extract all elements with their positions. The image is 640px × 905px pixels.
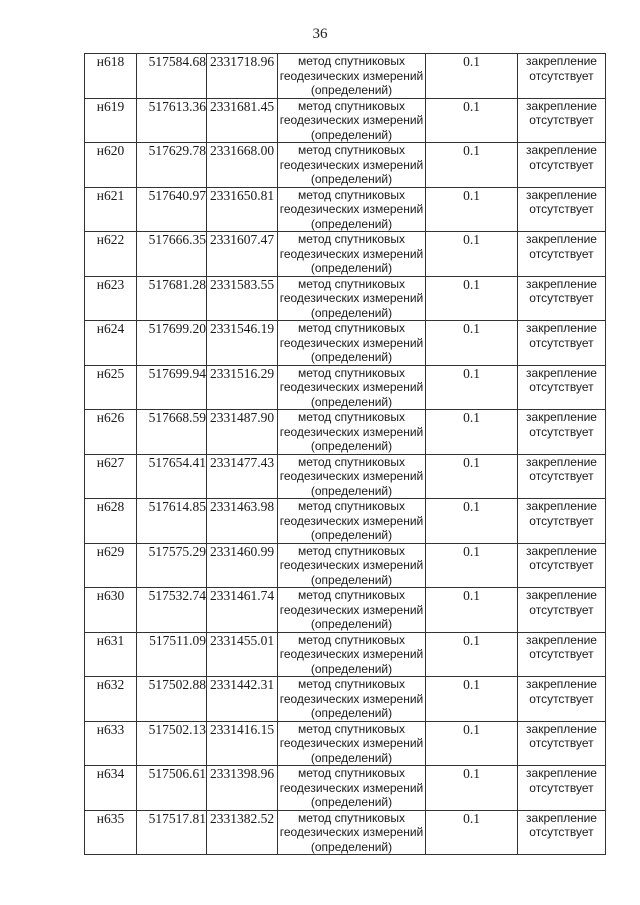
x-coordinate-cell: 517640.97 [137, 187, 207, 232]
method-cell [278, 499, 426, 544]
fixation-cell [518, 321, 606, 366]
accuracy-cell: 0.1 [426, 410, 518, 455]
method-line: геодезических измерений [279, 246, 424, 261]
fixation-cell [518, 410, 606, 455]
fixation-cell [518, 454, 606, 499]
fixation-cell [518, 232, 606, 277]
accuracy-cell: 0.1 [426, 365, 518, 410]
point-id-cell: н628 [85, 499, 137, 544]
table-row [85, 410, 606, 455]
method-line: метод спутниковых [297, 677, 405, 691]
fixation-cell [518, 143, 606, 188]
fixation-line: отсутствует [529, 647, 594, 661]
point-id-cell: н618 [85, 54, 137, 99]
method-line: метод спутниковых [297, 321, 405, 335]
table-row [85, 143, 606, 188]
y-coordinate-cell: 2331607.47 [207, 232, 278, 277]
table-row [85, 766, 606, 811]
method-line: (определений) [310, 305, 393, 320]
table-row [85, 365, 606, 410]
fixation-line: отсутствует [529, 558, 594, 572]
y-coordinate-cell: 2331416.15 [207, 721, 278, 766]
table-row [85, 588, 606, 633]
fixation-line: закрепление [526, 276, 597, 291]
point-id-cell: н629 [85, 543, 137, 588]
table-row [85, 810, 606, 855]
method-line: геодезических измерений [279, 424, 424, 439]
fixation-line: отсутствует [529, 291, 594, 305]
x-coordinate-cell: 517506.61 [137, 766, 207, 811]
y-coordinate-cell: 2331681.45 [207, 98, 278, 143]
table-row [85, 187, 606, 232]
point-id-cell: н632 [85, 677, 137, 722]
accuracy-cell: 0.1 [426, 454, 518, 499]
point-id-cell: н631 [85, 632, 137, 677]
method-line: (определений) [310, 350, 393, 364]
method-line: метод спутниковых [297, 276, 405, 291]
method-line: метод спутниковых [297, 499, 405, 513]
y-coordinate-cell: 2331487.90 [207, 410, 278, 455]
fixation-cell [518, 766, 606, 811]
method-cell [278, 143, 426, 188]
fixation-cell [518, 98, 606, 143]
x-coordinate-cell: 517532.74 [137, 588, 207, 633]
fixation-cell [518, 276, 606, 321]
x-coordinate-cell: 517681.28 [137, 276, 207, 321]
x-coordinate-cell: 517502.13 [137, 721, 207, 766]
method-cell [278, 276, 426, 321]
fixation-line: закрепление [526, 321, 597, 335]
fixation-cell [518, 543, 606, 588]
fixation-line: закрепление [526, 766, 597, 780]
method-line: геодезических измерений [279, 647, 424, 661]
method-line: геодезических измерений [279, 202, 424, 216]
fixation-line: отсутствует [529, 780, 594, 795]
method-line: метод спутниковых [297, 98, 405, 113]
point-id-cell: н624 [85, 321, 137, 366]
accuracy-cell: 0.1 [426, 98, 518, 143]
y-coordinate-cell: 2331382.52 [207, 810, 278, 855]
accuracy-cell: 0.1 [426, 54, 518, 99]
y-coordinate-cell: 2331668.00 [207, 143, 278, 188]
method-line: метод спутниковых [297, 143, 405, 157]
point-id-cell: н622 [85, 232, 137, 277]
accuracy-cell: 0.1 [426, 143, 518, 188]
method-line: (определений) [310, 261, 393, 275]
method-cell [278, 454, 426, 499]
method-cell [278, 810, 426, 855]
point-id-cell: н623 [85, 276, 137, 321]
y-coordinate-cell: 2331477.43 [207, 454, 278, 499]
table-row [85, 276, 606, 321]
x-coordinate-cell: 517654.41 [137, 454, 207, 499]
x-coordinate-cell: 517614.85 [137, 499, 207, 544]
accuracy-cell: 0.1 [426, 232, 518, 277]
fixation-line: отсутствует [529, 736, 594, 750]
table-body [85, 54, 606, 855]
fixation-line: отсутствует [529, 825, 594, 839]
x-coordinate-cell: 517666.35 [137, 232, 207, 277]
method-line: (определений) [310, 483, 393, 498]
method-line: геодезических измерений [279, 736, 424, 750]
y-coordinate-cell: 2331461.74 [207, 588, 278, 633]
method-line: (определений) [310, 661, 393, 676]
table-row [85, 499, 606, 544]
method-line: (определений) [310, 839, 393, 854]
method-line: геодезических измерений [279, 68, 424, 83]
method-line: (определений) [310, 528, 393, 542]
method-line: (определений) [310, 572, 393, 587]
x-coordinate-cell: 517584.68 [137, 54, 207, 99]
method-line: геодезических измерений [279, 469, 424, 483]
fixation-line: закрепление [526, 588, 597, 602]
table-row [85, 232, 606, 277]
point-id-cell: н625 [85, 365, 137, 410]
method-line: метод спутниковых [297, 810, 405, 825]
fixation-line: отсутствует [529, 113, 594, 127]
fixation-cell [518, 499, 606, 544]
method-line: геодезических измерений [279, 558, 424, 572]
table-row [85, 543, 606, 588]
fixation-line: закрепление [526, 721, 597, 736]
method-line: геодезических измерений [279, 691, 424, 706]
x-coordinate-cell: 517699.94 [137, 365, 207, 410]
x-coordinate-cell: 517613.36 [137, 98, 207, 143]
fixation-cell [518, 677, 606, 722]
fixation-line: отсутствует [529, 424, 594, 439]
accuracy-cell: 0.1 [426, 321, 518, 366]
table-row [85, 721, 606, 766]
method-cell [278, 232, 426, 277]
method-line: (определений) [310, 439, 393, 453]
method-cell [278, 187, 426, 232]
method-line: метод спутниковых [297, 232, 405, 246]
method-cell [278, 588, 426, 633]
y-coordinate-cell: 2331546.19 [207, 321, 278, 366]
method-line: метод спутниковых [297, 543, 405, 558]
fixation-line: закрепление [526, 543, 597, 558]
fixation-line: закрепление [526, 499, 597, 513]
method-line: геодезических измерений [279, 780, 424, 795]
y-coordinate-cell: 2331463.98 [207, 499, 278, 544]
fixation-line: отсутствует [529, 602, 594, 617]
method-line: геодезических измерений [279, 602, 424, 617]
point-id-cell: н626 [85, 410, 137, 455]
point-id-cell: н634 [85, 766, 137, 811]
fixation-cell [518, 187, 606, 232]
point-id-cell: н630 [85, 588, 137, 633]
point-id-cell: н635 [85, 810, 137, 855]
method-line: метод спутниковых [297, 187, 405, 202]
fixation-cell [518, 721, 606, 766]
method-cell [278, 98, 426, 143]
accuracy-cell: 0.1 [426, 499, 518, 544]
accuracy-cell: 0.1 [426, 187, 518, 232]
method-line: (определений) [310, 172, 393, 186]
method-cell [278, 410, 426, 455]
fixation-line: закрепление [526, 232, 597, 246]
accuracy-cell: 0.1 [426, 632, 518, 677]
fixation-line: закрепление [526, 143, 597, 157]
method-cell [278, 54, 426, 99]
method-line: геодезических измерений [279, 291, 424, 305]
accuracy-cell: 0.1 [426, 721, 518, 766]
x-coordinate-cell: 517511.09 [137, 632, 207, 677]
fixation-line: закрепление [526, 98, 597, 113]
y-coordinate-cell: 2331398.96 [207, 766, 278, 811]
point-id-cell: н619 [85, 98, 137, 143]
y-coordinate-cell: 2331650.81 [207, 187, 278, 232]
method-line: метод спутниковых [297, 410, 405, 424]
table-row [85, 54, 606, 99]
method-line: (определений) [310, 83, 393, 97]
x-coordinate-cell: 517517.81 [137, 810, 207, 855]
y-coordinate-cell: 2331516.29 [207, 365, 278, 410]
table-row [85, 677, 606, 722]
fixation-line: отсутствует [529, 380, 594, 394]
fixation-line: закрепление [526, 810, 597, 825]
accuracy-cell: 0.1 [426, 588, 518, 633]
method-line: геодезических измерений [279, 157, 424, 172]
accuracy-cell: 0.1 [426, 766, 518, 811]
method-line: (определений) [310, 706, 393, 720]
fixation-line: закрепление [526, 454, 597, 469]
method-line: метод спутниковых [297, 365, 405, 380]
method-line: геодезических измерений [279, 380, 424, 394]
method-line: (определений) [310, 127, 393, 142]
page-number: 36 [312, 26, 328, 42]
fixation-line: закрепление [526, 410, 597, 424]
fixation-line: закрепление [526, 54, 597, 68]
x-coordinate-cell: 517699.20 [137, 321, 207, 366]
fixation-cell [518, 810, 606, 855]
method-cell [278, 543, 426, 588]
fixation-line: отсутствует [529, 335, 594, 350]
method-line: геодезических измерений [279, 513, 424, 528]
method-line: метод спутниковых [297, 632, 405, 647]
point-id-cell: н620 [85, 143, 137, 188]
table-row [85, 321, 606, 366]
x-coordinate-cell: 517629.78 [137, 143, 207, 188]
fixation-line: отсутствует [529, 469, 594, 483]
y-coordinate-cell: 2331442.31 [207, 677, 278, 722]
accuracy-cell: 0.1 [426, 810, 518, 855]
coordinates-table [84, 53, 606, 855]
y-coordinate-cell: 2331455.01 [207, 632, 278, 677]
method-line: (определений) [310, 617, 393, 631]
fixation-cell [518, 54, 606, 99]
x-coordinate-cell: 517575.29 [137, 543, 207, 588]
method-line: (определений) [310, 750, 393, 765]
fixation-cell [518, 632, 606, 677]
fixation-cell [518, 588, 606, 633]
fixation-line: отсутствует [529, 246, 594, 261]
fixation-cell [518, 365, 606, 410]
method-cell [278, 321, 426, 366]
fixation-line: закрепление [526, 187, 597, 202]
fixation-line: закрепление [526, 677, 597, 691]
fixation-line: закрепление [526, 632, 597, 647]
accuracy-cell: 0.1 [426, 543, 518, 588]
method-line: геодезических измерений [279, 113, 424, 127]
method-line: метод спутниковых [297, 54, 405, 68]
fixation-line: отсутствует [529, 513, 594, 528]
point-id-cell: н627 [85, 454, 137, 499]
fixation-line: отсутствует [529, 68, 594, 83]
table-row [85, 454, 606, 499]
table-row [85, 632, 606, 677]
method-line: метод спутниковых [297, 588, 405, 602]
point-id-cell: н621 [85, 187, 137, 232]
method-cell [278, 721, 426, 766]
method-line: метод спутниковых [297, 721, 405, 736]
method-cell [278, 365, 426, 410]
fixation-line: отсутствует [529, 202, 594, 216]
method-line: (определений) [310, 394, 393, 409]
method-cell [278, 677, 426, 722]
fixation-line: отсутствует [529, 157, 594, 172]
method-cell [278, 632, 426, 677]
method-line: геодезических измерений [279, 825, 424, 839]
accuracy-cell: 0.1 [426, 276, 518, 321]
method-line: геодезических измерений [279, 335, 424, 350]
x-coordinate-cell: 517502.88 [137, 677, 207, 722]
fixation-line: закрепление [526, 365, 597, 380]
table-row [85, 98, 606, 143]
x-coordinate-cell: 517668.59 [137, 410, 207, 455]
fixation-line: отсутствует [529, 691, 594, 706]
method-line: (определений) [310, 216, 393, 231]
method-line: метод спутниковых [297, 454, 405, 469]
y-coordinate-cell: 2331583.55 [207, 276, 278, 321]
y-coordinate-cell: 2331718.96 [207, 54, 278, 99]
y-coordinate-cell: 2331460.99 [207, 543, 278, 588]
method-cell [278, 766, 426, 811]
method-line: метод спутниковых [297, 766, 405, 780]
accuracy-cell: 0.1 [426, 677, 518, 722]
method-line: (определений) [310, 795, 393, 809]
point-id-cell: н633 [85, 721, 137, 766]
